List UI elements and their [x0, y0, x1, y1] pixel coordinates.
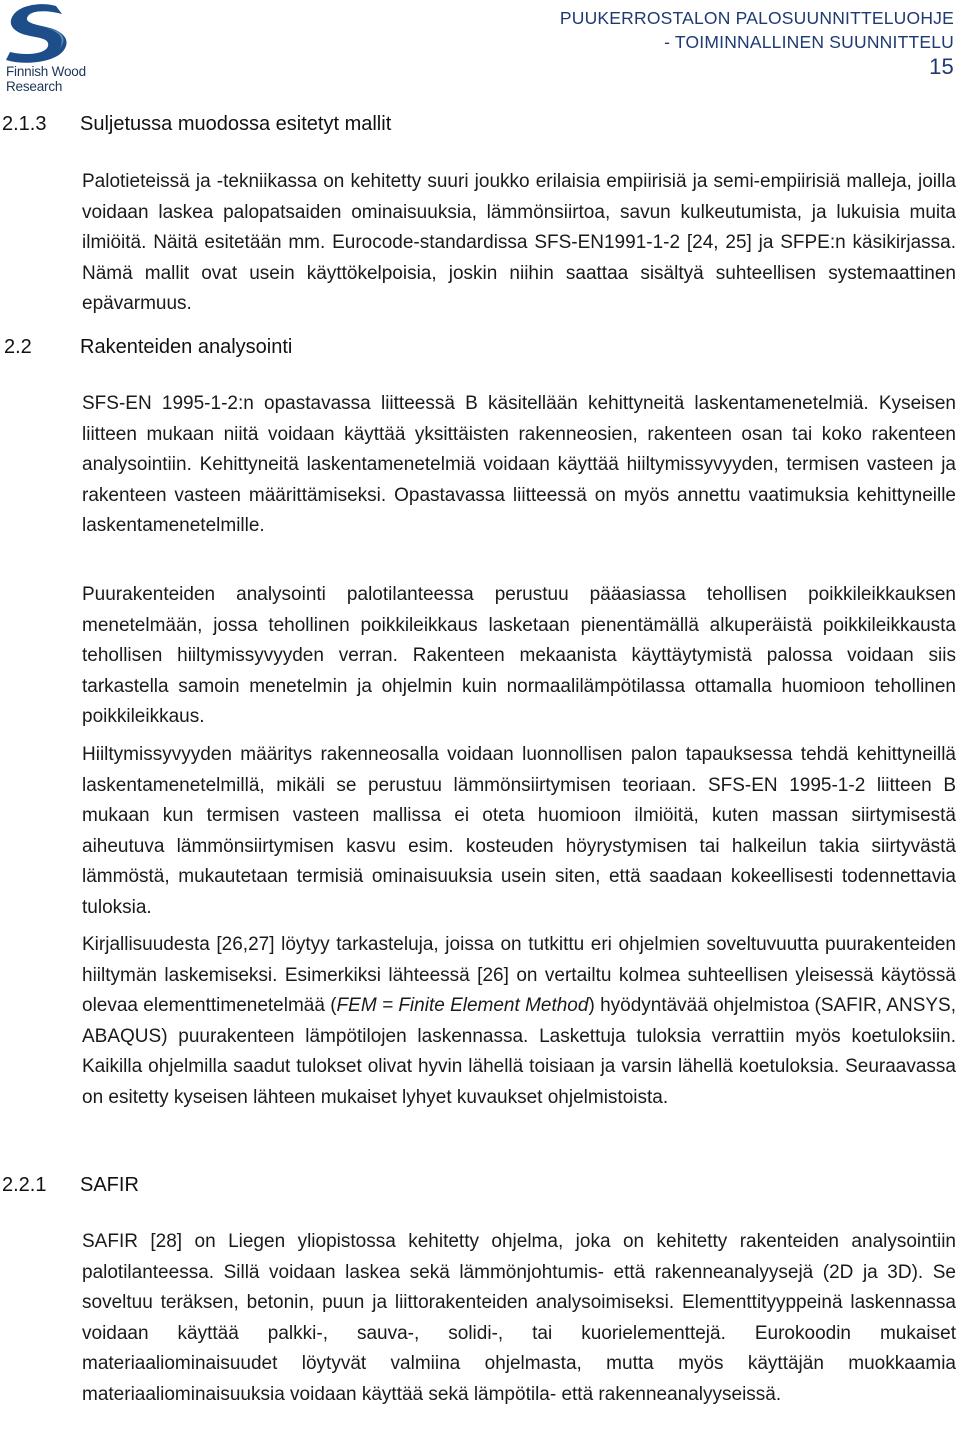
header-title-line2: - TOIMINNALLINEN SUUNNITTELU [664, 32, 954, 52]
logo-text: Finnish Wood Research [6, 64, 86, 94]
page-number: 15 [929, 54, 954, 79]
paragraph-text: ) hyödyntävää ohjelmistoa (SAFIR, ANSYS, ABAQUS) puurakenteen lämpötilojen laskennassa. Laskettuja tuloksia verrattiin myös koetuloksiin. Kaikilla ohjelmilla saadut tulokset olivat hyvin lähellä toisiaan ja varsin lähellä koetuloksia. Seuraavassa on esitetty kyseisen lähteen mukaiset lyhyet kuvaukset ohjelmistoista. [82, 995, 956, 1108]
paragraph-literature [82, 930, 956, 1114]
section-title: Suljetussa muodossa esitetyt mallit [80, 113, 392, 135]
fem-term: FEM = Finite Element Method [336, 995, 589, 1017]
page-header [560, 6, 954, 80]
section-number: 2.2.1 [2, 1174, 47, 1196]
paragraph-advanced-methods: SFS-EN 1995-1-2:n opastavassa liitteessä B käsitellään kehittyneitä laskentamenetelmiä. Kyseisen liitteen mukaan niitä voidaan käyttää yksittäisten rakenneosien, rakenteen osan tai koko rakenteen analysointiin. Kehittyneitä laskentamenetelmiä voidaan käyttää hiiltymissyvyyden, termisen vasteen ja rakenteen vasteen määrittämiseksi. Opastavassa liitteessä on myös annettu vaatimuksia kehittyneille laskentamenetelmille. [82, 393, 956, 537]
paragraph-charring-depth: Hiiltymissyvyyden määritys rakenneosalla voidaan luonnollisen palon tapauksessa tehdä kehittyneillä laskentamenetelmillä, mikäli se perustuu lämmönsiirtymisen teoriaan. SFS-EN 1995-1-2 liitteen B mukaan kun termisen vasteen mallissa ei oteta huomioon ilmiöitä, kuten massan siirtymisestä aiheutuva lämmönsiirtymisen kasvu esim. kosteuden höyrystymisen tai halkeilun takia siirtyvästä lämmöstä, mukautetaan termisiä ominaisuuksia usein siten, että saadaan kokeellisesti todennettavia tuloksia. [82, 744, 956, 918]
logo-s-mark-icon [4, 2, 74, 64]
paragraph-empirical-models: Palotieteissä ja -tekniikassa on kehitetty suuri joukko erilaisia empiirisiä ja semi-empiirisiä malleja, joilla voidaan laskea palopatsaiden ominaisuuksia, lämmönsiirtoa, savun kulkeutumista, ja lukuisia muita ilmiöitä. Näitä esitetään mm. Eurocode-standardissa SFS-EN1991-1-2 [24, 25] ja SFPE:n käsikirjassa. Nämä mallit ovat usein käyttökelpoisia, joskin niihin saattaa sisältyä suhteellisen systemaattinen epävarmuus. [82, 171, 956, 315]
header-title-line1: PUUKERROSTALON PALOSUUNNITTELUOHJE [559, 8, 954, 28]
section-number: 2.1.3 [2, 113, 47, 135]
paragraph-text: Kirjallisuudesta [26,27] löytyy tarkasteluja, joissa on tutkittu eri ohjelmien soveltuvuutta puurakenteiden hiiltymän laskemiseksi. Esimerkiksi lähteessä [26] on vertailtu kolmea suhteellisen yleisessä käytössä olevaa elementtimenetelmää ( [82, 934, 956, 1017]
section-title: Rakenteiden analysointi [80, 336, 293, 358]
section-title: SAFIR [80, 1174, 139, 1196]
section-heading-2-1-3 [2, 113, 392, 136]
paragraph-timber-analysis: Puurakenteiden analysointi palotilanteessa perustuu pääasiassa tehollisen poikkileikkauksen menetelmään, jossa tehollinen poikkileikkaus lasketaan pienentämällä alkuperäistä poikkileikkausta tehollisen hiiltymissyvyyden verran. Rakenteen mekaanista käyttäytymistä palossa voidaan siis tarkastella samoin menetelmin ja ohjelmin kuin normaalilämpötilassa ottamalla huomioon tehollinen poikkileikkaus. [82, 584, 956, 728]
section-heading-2-2-1 [2, 1174, 139, 1197]
section-heading-2-2 [4, 336, 293, 359]
paragraph-safir: SAFIR [28] on Liegen yliopistossa kehitetty ohjelma, joka on kehitetty rakenteiden analysointiin palotilanteessa. Sillä voidaan laskea sekä lämmönjohtumis- että rakenneanalyysejä (2D ja 3D). Se soveltuu teräksen, betonin, puun ja liittorakenteiden analysoimiseksi. Elementtityyppeinä laskennassa voidaan käyttää palkki-, sauva-, solidi-, tai kuorielementtejä. Eurokoodin mukaiset materiaaliominaisuudet löytyvät valmiina ohjelmasta, mutta myös käyttäjän muokkaamia materiaaliominaisuuksia voidaan käyttää sekä lämpötila- että rakenneanalyyseissä. [82, 1231, 956, 1405]
section-number: 2.2 [4, 336, 32, 358]
finnish-wood-research-logo [4, 2, 94, 98]
